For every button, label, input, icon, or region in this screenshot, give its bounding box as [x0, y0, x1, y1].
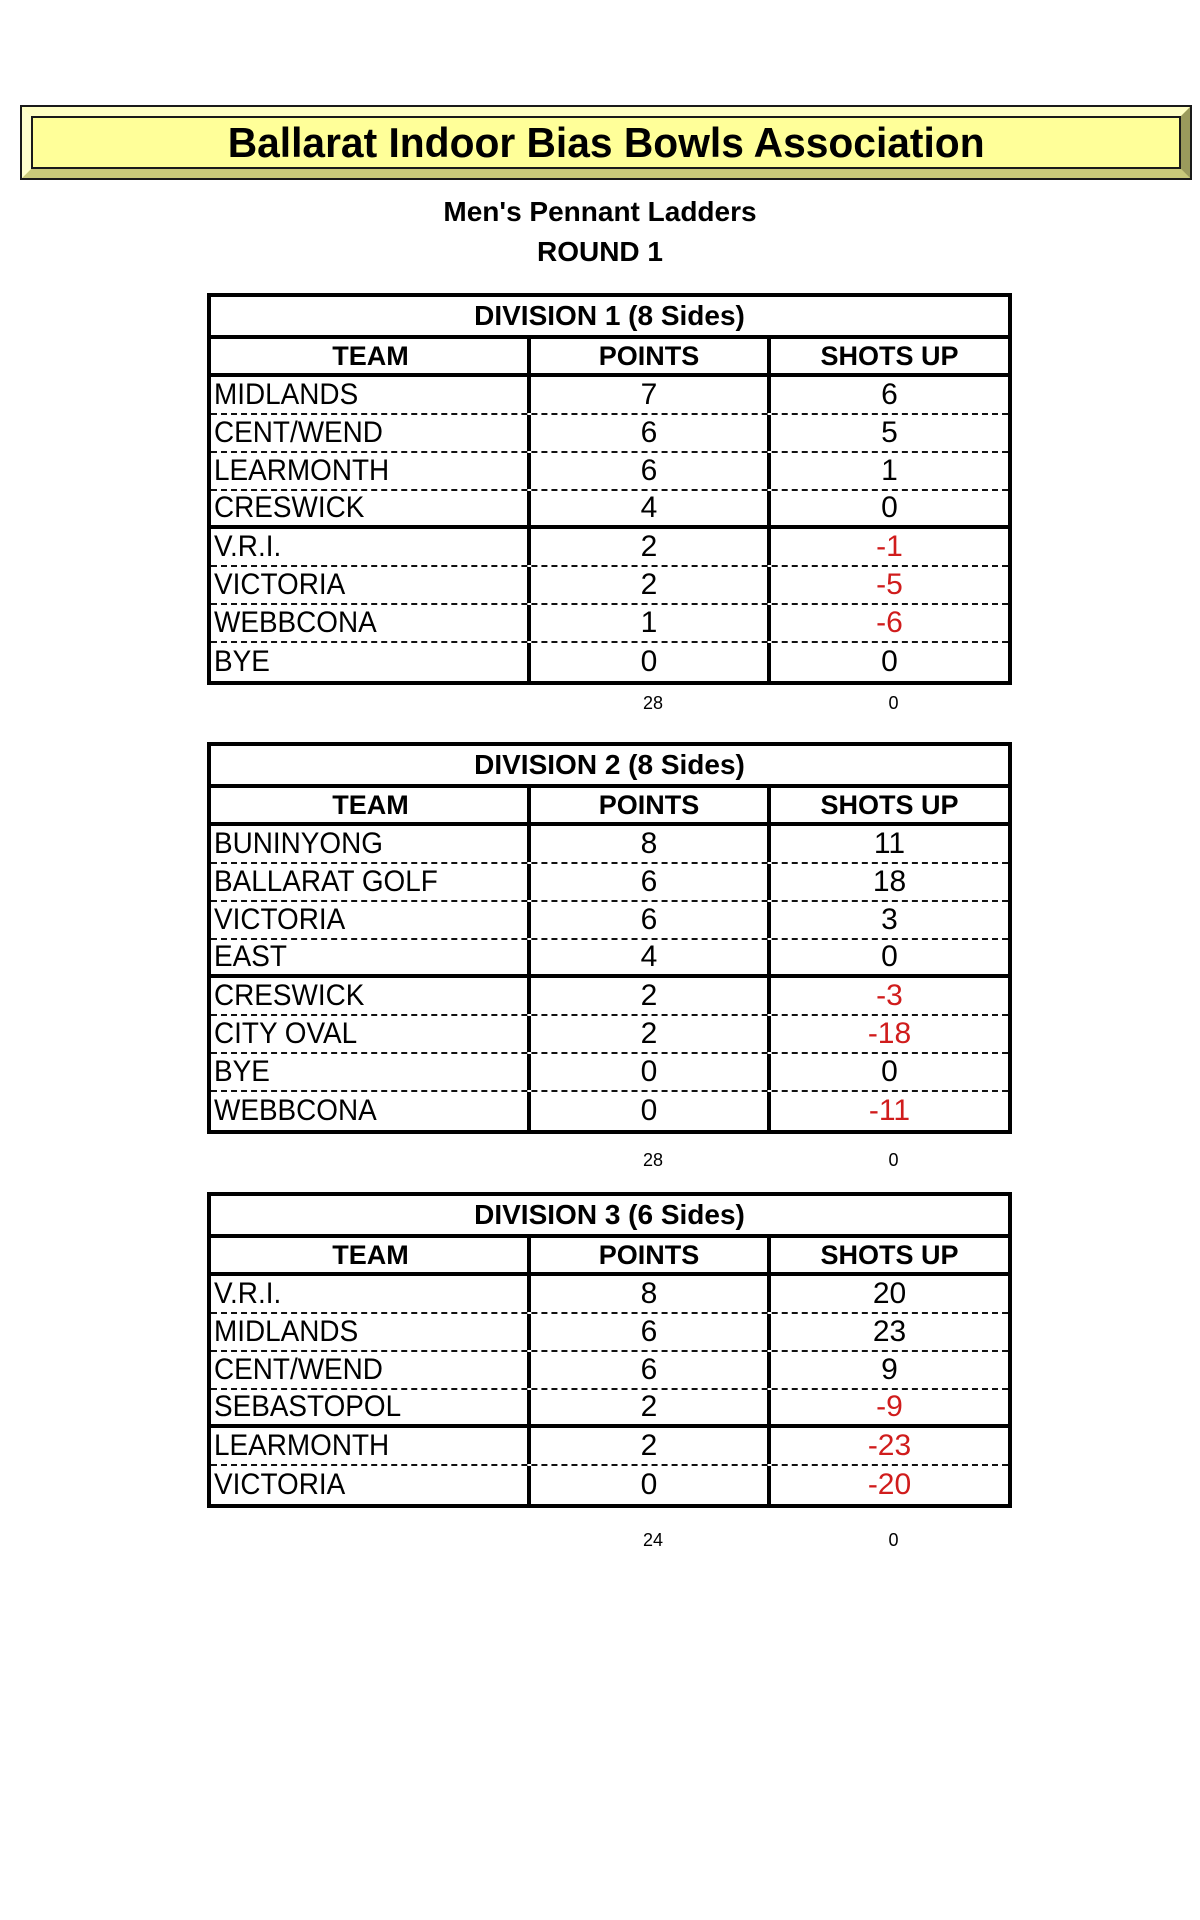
column-header-shots-up: SHOTS UP	[820, 1239, 959, 1270]
table-row	[211, 643, 1008, 681]
points-total: 28	[642, 693, 664, 713]
division-1-table	[207, 293, 1012, 685]
team-cell: CRESWICK	[211, 978, 531, 1014]
table-row	[211, 1428, 1008, 1466]
table-row	[211, 864, 1008, 902]
team-cell: CENT/WEND	[211, 415, 531, 451]
points-cell: 6	[531, 902, 771, 938]
points-cell: 7	[531, 377, 771, 413]
shots-up-cell: 5	[881, 416, 898, 449]
table-row	[211, 377, 1008, 415]
points-cell: 0	[531, 1092, 771, 1130]
column-header-shots-up: SHOTS UP	[820, 340, 959, 371]
points-total: 28	[642, 1150, 664, 1170]
shots-up-cell: 9	[881, 1353, 898, 1386]
team-cell: WEBBCONA	[211, 605, 531, 641]
division-3-table	[207, 1192, 1012, 1508]
shots-up-cell: -11	[868, 1094, 911, 1127]
team-cell: MIDLANDS	[211, 1314, 531, 1350]
team-cell: LEARMONTH	[211, 453, 531, 489]
column-header-row	[211, 788, 1008, 826]
points-cell: 2	[531, 1390, 771, 1424]
points-cell: 6	[531, 1352, 771, 1388]
shots-up-cell: -18	[867, 1017, 912, 1050]
points-total: 24	[642, 1530, 664, 1550]
shots-up-cell: -1	[876, 530, 903, 563]
table-row	[211, 978, 1008, 1016]
shots-up-cell: -20	[867, 1468, 912, 1501]
team-cell: VICTORIA	[211, 902, 531, 938]
banner-bevel	[22, 169, 1190, 178]
shots-up-cell: 23	[872, 1315, 907, 1348]
column-header-row	[211, 1238, 1008, 1276]
table-row	[211, 940, 1008, 978]
division-1-totals	[207, 693, 1012, 717]
table-row	[211, 453, 1008, 491]
points-cell: 2	[531, 567, 771, 603]
table-row	[211, 1276, 1008, 1314]
table-row	[211, 1352, 1008, 1390]
points-cell: 6	[531, 453, 771, 489]
shots-up-cell: 6	[881, 378, 898, 411]
team-cell: SEBASTOPOL	[211, 1390, 531, 1424]
team-cell: V.R.I.	[211, 529, 531, 565]
column-header-shots-up: SHOTS UP	[820, 789, 959, 820]
points-cell: 2	[531, 1016, 771, 1052]
points-cell: 0	[531, 1054, 771, 1090]
team-cell: WEBBCONA	[211, 1092, 531, 1130]
column-header-points: POINTS	[531, 788, 771, 822]
column-header-team: TEAM	[211, 788, 531, 822]
shots-up-total: 0	[888, 1530, 899, 1550]
points-cell: 2	[531, 978, 771, 1014]
shots-up-total: 0	[888, 1150, 899, 1170]
points-cell: 1	[531, 605, 771, 641]
points-cell: 6	[531, 1314, 771, 1350]
shots-up-cell: 20	[872, 1277, 907, 1310]
table-row	[211, 491, 1008, 529]
table-row	[211, 1054, 1008, 1092]
table-row	[211, 826, 1008, 864]
table-row	[211, 415, 1008, 453]
shots-up-cell: 11	[873, 827, 906, 860]
round-label: ROUND 1	[536, 236, 663, 267]
shots-up-cell: 0	[881, 491, 898, 524]
table-row	[211, 1466, 1008, 1504]
column-header-points: POINTS	[531, 1238, 771, 1272]
team-cell: LEARMONTH	[211, 1428, 531, 1464]
shots-up-cell: -9	[876, 1390, 903, 1423]
points-cell: 0	[531, 643, 771, 681]
shots-up-cell: 0	[881, 645, 898, 678]
table-row	[211, 529, 1008, 567]
table-row	[211, 1390, 1008, 1428]
points-cell: 2	[531, 1428, 771, 1464]
points-cell: 4	[531, 940, 771, 974]
table-row	[211, 605, 1008, 643]
points-cell: 4	[531, 491, 771, 525]
shots-up-cell: 18	[872, 865, 907, 898]
shots-up-total: 0	[888, 693, 899, 713]
points-cell: 0	[531, 1466, 771, 1504]
shots-up-cell: -23	[867, 1429, 912, 1462]
team-cell: V.R.I.	[211, 1276, 531, 1312]
points-cell: 6	[531, 864, 771, 900]
division-title: DIVISION 2 (8 Sides)	[211, 746, 1008, 788]
banner-bevel	[22, 107, 1190, 116]
team-cell: BYE	[211, 1054, 531, 1090]
division-title: DIVISION 3 (6 Sides)	[211, 1196, 1008, 1238]
table-row	[211, 1314, 1008, 1352]
division-3-totals	[207, 1530, 1012, 1554]
team-cell: EAST	[211, 940, 531, 974]
banner-bevel	[1181, 107, 1190, 178]
team-cell: CITY OVAL	[211, 1016, 531, 1052]
table-row	[211, 902, 1008, 940]
team-cell: BYE	[211, 643, 531, 681]
points-cell: 6	[531, 415, 771, 451]
column-header-team: TEAM	[211, 339, 531, 373]
shots-up-cell: -5	[876, 568, 903, 601]
shots-up-cell: -6	[876, 606, 903, 639]
table-row	[211, 1092, 1008, 1130]
shots-up-cell: 0	[881, 940, 898, 973]
points-cell: 2	[531, 529, 771, 565]
division-title: DIVISION 1 (8 Sides)	[211, 297, 1008, 339]
title-banner	[20, 105, 1192, 180]
points-cell: 8	[531, 1276, 771, 1312]
division-2-totals	[207, 1150, 1012, 1174]
team-cell: BALLARAT GOLF	[211, 864, 531, 900]
page-title: Ballarat Indoor Bias Bowls Association	[227, 118, 985, 166]
column-header-points: POINTS	[531, 339, 771, 373]
table-row	[211, 1016, 1008, 1054]
shots-up-cell: -3	[876, 979, 903, 1012]
shots-up-cell: 3	[881, 903, 898, 936]
page-subtitle: Men's Pennant Ladders	[443, 196, 757, 227]
column-header-row	[211, 339, 1008, 377]
banner-panel	[31, 116, 1181, 169]
table-row	[211, 567, 1008, 605]
team-cell: VICTORIA	[211, 567, 531, 603]
points-cell: 8	[531, 826, 771, 862]
column-header-team: TEAM	[211, 1238, 531, 1272]
team-cell: VICTORIA	[211, 1466, 531, 1504]
division-2-table	[207, 742, 1012, 1134]
team-cell: CRESWICK	[211, 491, 531, 525]
banner-bevel	[22, 107, 31, 178]
shots-up-cell: 0	[881, 1055, 898, 1088]
team-cell: CENT/WEND	[211, 1352, 531, 1388]
team-cell: BUNINYONG	[211, 826, 531, 862]
shots-up-cell: 1	[881, 454, 898, 487]
team-cell: MIDLANDS	[211, 377, 531, 413]
